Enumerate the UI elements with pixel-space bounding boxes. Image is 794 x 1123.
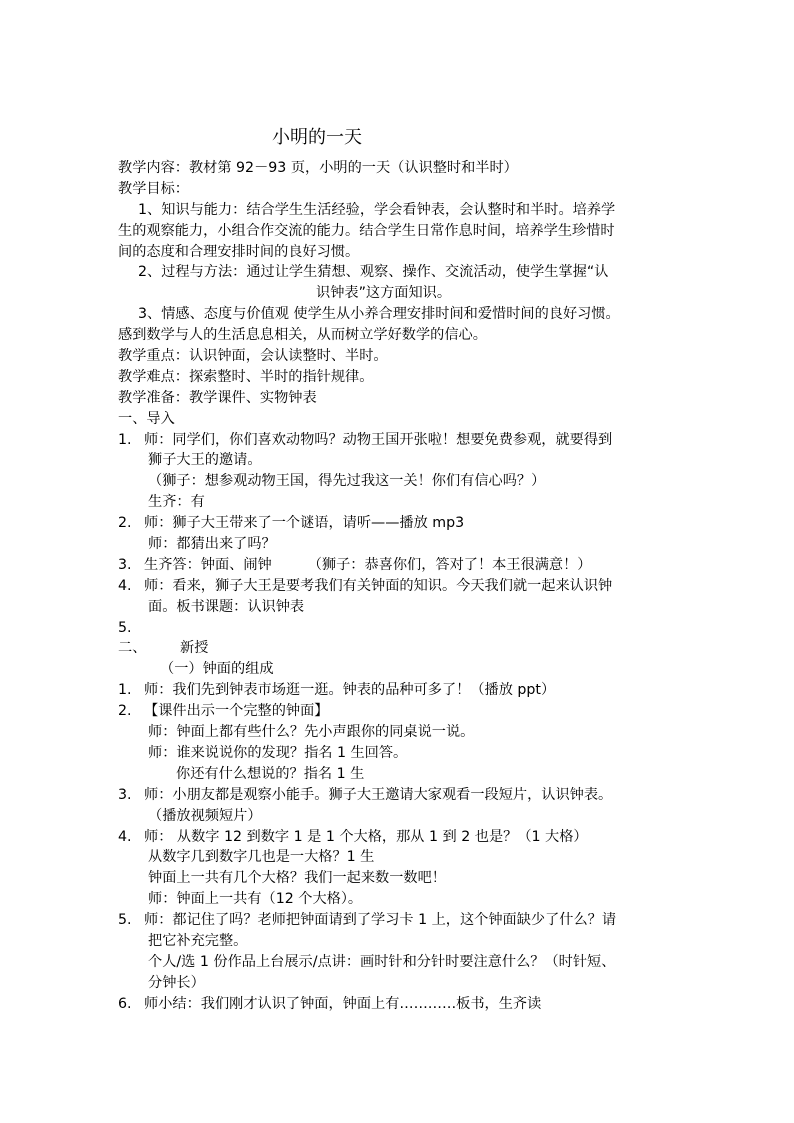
text-line: 师：都猜出来了吗？ xyxy=(148,536,276,553)
list-number: 6. xyxy=(118,995,132,1012)
text-line: （播放视频短片） xyxy=(148,807,262,824)
list-number: 5. xyxy=(118,912,132,929)
section-number: 二、 xyxy=(118,640,147,657)
document-title: 小明的一天 xyxy=(272,127,362,148)
section-heading: 新授 xyxy=(180,640,209,657)
text-line: 感到数学与人的生活息息相关，从而树立学好数学的信心。 xyxy=(118,327,487,344)
list-item: 师： 从数字 12 到数字 1 是 1 个大格，那从 1 到 2 也是？（1 大格） xyxy=(144,828,588,845)
text-line: 把它补充完整。 xyxy=(148,932,248,949)
list-item: 生齐答：钟面、闹钟 xyxy=(144,556,272,573)
text-line: 师：谁来说说你的发现？指名 1 生回答。 xyxy=(148,744,408,761)
text-line: 识钟表”这方面知识。 xyxy=(316,285,452,302)
text-line: 钟面上一共有几个大格？我们一起来数一数吧！ xyxy=(148,870,446,887)
list-number: 2. xyxy=(118,515,132,532)
text-line: 从数字几到数字几也是一大格？1 生 xyxy=(148,849,375,866)
text-line: 狮子大王的邀请。 xyxy=(148,452,262,469)
text-line: 生齐：有 xyxy=(148,494,205,511)
text-line: 间的态度和合理安排时间的良好习惯。 xyxy=(118,243,360,260)
text-line: 面。板书课题：认识钟表 xyxy=(148,598,305,615)
text-line: 你还有什么想说的？指名 1 生 xyxy=(176,765,365,782)
text-line: 师：钟面上一共有（12 个大格）。 xyxy=(148,891,363,908)
list-item: 【课件出示一个完整的钟面】 xyxy=(144,703,329,720)
text-line: 个人/选 1 份作品上台展示/点讲：画时针和分针时要注意什么？（时针短、 xyxy=(148,953,616,970)
list-number: 5. xyxy=(118,619,132,636)
text-line: 教学目标： xyxy=(118,180,189,197)
text-line: （狮子：想参观动物王国，得先过我这一关！你们有信心吗？） xyxy=(148,473,546,490)
list-item-note: （狮子：恭喜你们，答对了！本王很满意！） xyxy=(307,556,592,573)
list-number: 2. xyxy=(118,703,132,720)
list-item: 师：小朋友都是观察小能手。狮子大王邀请大家观看一段短片，认识钟表。 xyxy=(144,786,613,803)
list-number: 4. xyxy=(118,828,132,845)
text-line: 分钟长） xyxy=(148,974,205,991)
list-item: 师：都记住了吗？老师把钟面请到了学习卡 1 上，这个钟面缺少了什么？请 xyxy=(144,912,617,929)
text-line: 教学内容：教材第 92－93 页，小明的一天（认识整时和半时） xyxy=(118,160,518,176)
text-line: 1、知识与能力：结合学生生活经验，学会看钟表，会认整时和半时。培养学 xyxy=(138,201,616,218)
list-number: 4. xyxy=(118,577,132,594)
list-number: 3. xyxy=(118,556,132,573)
text-line: 教学重点：认识钟面，会认读整时、半时。 xyxy=(118,348,388,365)
list-number: 1. xyxy=(118,682,132,699)
text-line: 教学难点：探索整时、半时的指针规律。 xyxy=(118,368,374,385)
list-item: 师：看来，狮子大王是要考我们有关钟面的知识。今天我们就一起来认识钟 xyxy=(144,577,613,594)
document-body xyxy=(118,158,678,1015)
list-number: 3. xyxy=(118,786,132,803)
text-line: 2、过程与方法：通过让学生猜想、观察、操作、交流活动，使学生掌握“认 xyxy=(138,264,609,281)
list-item: 师：我们先到钟表市场逛一逛。钟表的品种可多了！（播放 ppt） xyxy=(144,682,556,699)
list-item: 师：狮子大王带来了一个谜语，请听——播放 mp3 xyxy=(144,515,465,532)
text-line: 师：钟面上都有些什么？先小声跟你的同桌说一说。 xyxy=(148,724,475,741)
subsection-heading: （一）钟面的组成 xyxy=(160,661,274,678)
list-item: 师小结：我们刚才认识了钟面，钟面上有…………板书，生齐读 xyxy=(144,995,542,1012)
list-number: 1. xyxy=(118,431,132,448)
text-line: 教学准备：教学课件、实物钟表 xyxy=(118,389,317,406)
list-item: 师：同学们，你们喜欢动物吗？动物王国开张啦！想要免费参观，就要得到 xyxy=(144,431,613,448)
section-heading: 一、导入 xyxy=(118,410,175,427)
text-line: 生的观察能力，小组合作交流的能力。结合学生日常作息时间，培养学生珍惜时 xyxy=(118,222,615,239)
text-line: 3、情感、态度与价值观 使学生从小养合理安排时间和爱惜时间的良好习惯。 xyxy=(138,306,620,323)
